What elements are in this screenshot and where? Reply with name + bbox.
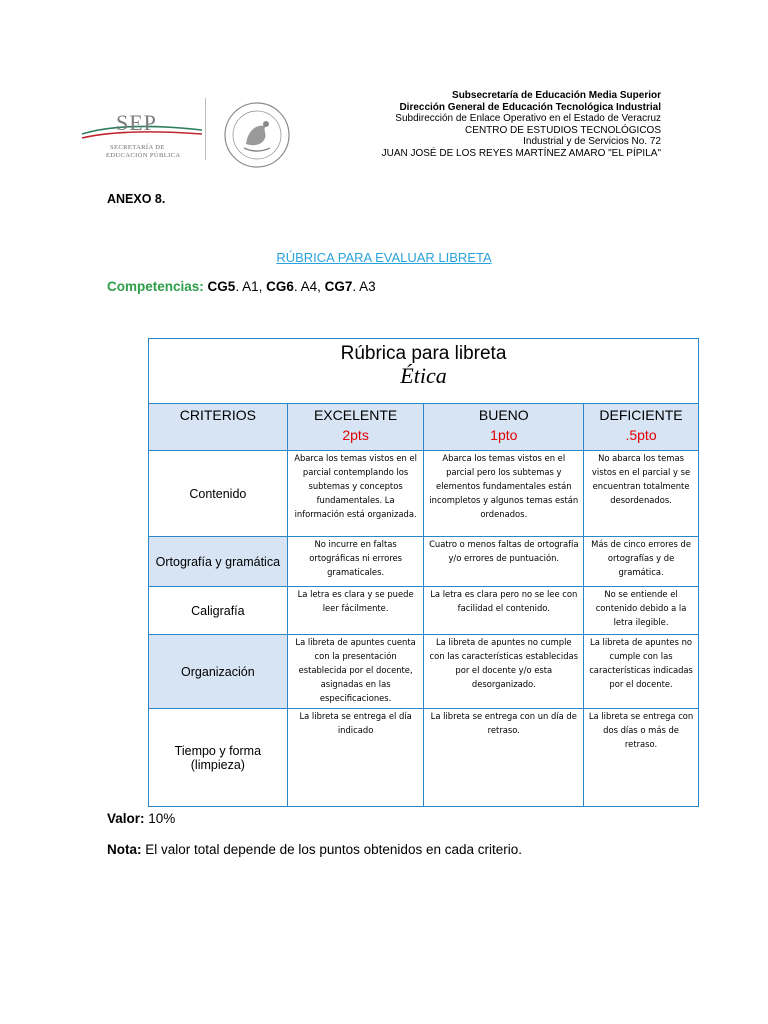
header-deficiente [584,404,699,451]
valor-value: 10% [144,811,176,826]
header-excelente-points: 2pts [342,427,369,443]
cell-excelente: Abarca los temas vistos en el parcial contemplando los subtemas y conceptos fundamentales. La información está organizada. [287,451,424,537]
cell-bueno: La libreta se entrega con un día de retraso. [424,709,584,807]
competencias-label: Competencias: [107,279,204,294]
rubric-subtitle: Ética [400,363,447,388]
cell-deficiente: La libreta de apuntes no cumple con las características indicadas por el docente. [584,635,699,709]
criterion-ortografia: Ortografía y gramática [149,537,288,587]
logo-divider [205,98,206,160]
criterion-organizacion: Organización [149,635,288,709]
header-line-5: Industrial y de Servicios No. 72 [523,136,661,148]
institution-header [382,90,661,160]
header-bueno-points: 1pto [490,427,518,443]
criterion-tiempo-forma: Tiempo y forma (limpieza) [149,709,288,807]
cell-deficiente: No se entiende el contenido debido a la letra ilegible. [584,587,699,635]
cell-deficiente: Más de cinco errores de ortografías y de gramática. [584,537,699,587]
table-row [149,451,699,537]
table-row [149,709,699,807]
competencia-text-2: . A4, [293,279,325,294]
nota-line [107,842,522,857]
header-line-1: Subsecretaría de Educación Media Superior [452,90,661,101]
valor-line [107,811,175,826]
header-line-4: CENTRO DE ESTUDIOS TECNOLÓGICOS [465,124,661,136]
sep-logo-text: SEP [116,110,157,135]
rubric-title: Rúbrica para libreta [340,343,507,364]
cell-excelente: La letra es clara y se puede leer fácilmente. [287,587,424,635]
cell-bueno: La libreta de apuntes no cumple con las características establecidas por el docente y/o esta desorganizado. [424,635,584,709]
rubric-header-row [149,404,699,451]
sep-logo-subtitle-2: EDUCACIÓN PÚBLICA [106,152,181,159]
cell-excelente: La libreta se entrega el día indicado [287,709,424,807]
competencias-line [107,279,376,294]
nota-value: El valor total depende de los puntos obtenidos en cada criterio. [141,842,522,857]
cell-bueno: Cuatro o menos faltas de ortografía y/o errores de puntuación. [424,537,584,587]
table-row [149,587,699,635]
competencia-text-3: . A3 [352,279,376,294]
sep-logo-subtitle-1: SECRETARÍA DE [110,144,165,151]
header-bueno-label: BUENO [478,407,529,423]
table-row [149,635,699,709]
header-excelente-label: EXCELENTE [313,407,398,423]
cell-excelente: La libreta de apuntes cuenta con la presentación establecida por el docente, asignadas en las especificaciones. [287,635,424,709]
header-criterios-label: CRITERIOS [179,407,256,423]
rubric-caption [149,339,699,404]
cell-deficiente: La libreta se entrega con dos días o más de retraso. [584,709,699,807]
header-criterios [149,404,288,451]
cell-excelente: No incurre en faltas ortográficas ni errores gramaticales. [287,537,424,587]
rubric-table [148,338,699,807]
criterion-caligrafia: Caligrafía [149,587,288,635]
cell-bueno: La letra es clara pero no se lee con facilidad el contenido. [424,587,584,635]
cell-deficiente: No abarca los temas vistos en el parcial y se encuentran totalmente desordenados. [584,451,699,537]
header-line-2: Dirección General de Educación Tecnológica Industrial [399,101,661,113]
competencia-cg6: CG6 [266,279,294,294]
header-deficiente-points: .5pto [625,427,657,443]
table-row [149,537,699,587]
header-bueno [424,404,584,451]
document-title: RÚBRICA PARA EVALUAR LIBRETA [276,250,492,265]
cell-bueno: Abarca los temas vistos en el parcial pero los subtemas y elementos fundamentales están incompletos y algunos temas están ordenados. [424,451,584,537]
nota-label: Nota: [107,842,142,857]
anexo-label: ANEXO 8. [107,192,166,206]
valor-label: Valor: [107,811,145,826]
competencia-text-1: . A1, [235,279,267,294]
competencia-cg7: CG7 [324,279,353,294]
header-line-3: Subdirección de Enlace Operativo en el Estado de Veracruz [395,113,661,125]
header-line-6: JUAN JOSÉ DE LOS REYES MARTÍNEZ AMARO "EL PÍPILA" [381,147,661,159]
header-excelente [287,404,424,451]
header-deficiente-label: DEFICIENTE [599,407,683,423]
mexico-seal-icon [222,100,292,170]
competencia-cg5: CG5 [207,279,236,294]
criterion-contenido: Contenido [149,451,288,537]
